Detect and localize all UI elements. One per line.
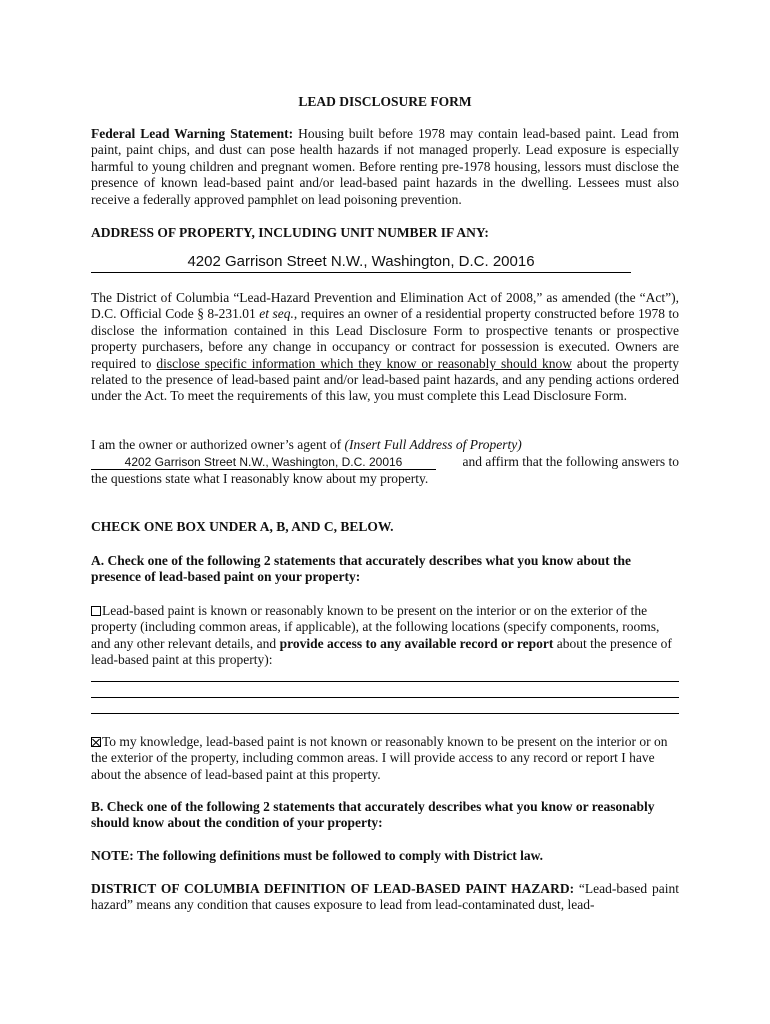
- location-line-2[interactable]: [91, 697, 679, 698]
- owner-prefix: I am the owner or authorized owner’s agent of: [91, 437, 345, 452]
- warning-label: Federal Lead Warning Statement:: [91, 126, 294, 141]
- address-heading: ADDRESS OF PROPERTY, INCLUDING UNIT NUMBER IF ANY:: [91, 225, 489, 240]
- warning-text: Housing built before 1978 may contain lead-based paint. Lead from paint, paint chips, and dust can pose health hazards if not managed properly. Lead exposure is especially harmful to young children and pregnant women. Before renting pre-1978 housing, lessors must disclose the presence of known lead-based paint and/or lead-based paint hazards in the dwelling. Lessees must also receive a federally approved pamphlet on lead poisoning prevention.: [91, 126, 679, 207]
- option-1-bold: provide access to any available record or report: [279, 635, 554, 651]
- warning-statement: [91, 126, 679, 208]
- location-line-1[interactable]: [91, 681, 679, 682]
- act-text-1: The District of Columbia “Lead-Hazard Prevention and Elimination Act of 2008,” as amended (the “Act”), D.C. Official Code § 8-231.01: [91, 290, 679, 322]
- et-seq: et seq.: [259, 306, 294, 322]
- definition-paragraph: [91, 881, 679, 914]
- act-paragraph: [91, 290, 679, 405]
- page-title: LEAD DISCLOSURE FORM: [298, 94, 472, 109]
- owner-suffix-b: the questions state what I reasonably know about my property.: [91, 471, 429, 486]
- act-text-3: about the property related to the presence of lead-based paint and/or lead-based paint hazards, and any pending actions ordered under the Act. To meet the requirements of this law, you must complete this Lead Disclosure Form.: [91, 355, 679, 404]
- check-heading: CHECK ONE BOX UNDER A, B, AND C, BELOW.: [91, 519, 394, 534]
- note-text: NOTE: The following definitions must be followed to comply with District law.: [91, 848, 544, 863]
- owner-suffix-a: and affirm that the following answers to: [462, 454, 679, 469]
- section-a-option-1: [91, 603, 679, 669]
- section-b-letter: B: [91, 799, 101, 814]
- section-a-heading: A. Check one of the following 2 statements that accurately describes what you know about the presence of lead-based paint on your property:: [91, 553, 631, 585]
- owner-address-field[interactable]: 4202 Garrison Street N.W., Washington, D.C. 20016: [91, 456, 436, 470]
- owner-statement: [91, 437, 679, 453]
- section-a-option-2: [91, 734, 679, 783]
- address-field[interactable]: 4202 Garrison Street N.W., Washington, D.C. 20016: [91, 252, 631, 273]
- definition-label: DISTRICT OF COLUMBIA DEFINITION OF LEAD-BASED PAINT HAZARD:: [91, 881, 575, 896]
- option-1-text-2: about the presence of lead-based paint at this property):: [91, 635, 672, 668]
- section-b-heading: [91, 799, 679, 832]
- definition-text: “Lead-based paint hazard” means any condition that causes exposure to lead from lead-contaminated dust, lead-: [91, 881, 679, 913]
- section-b-text: . Check one of the following 2 statements that accurately describes what you know or reasonably should know about the condition of your property:: [91, 799, 655, 831]
- option-2-checkbox[interactable]: [91, 737, 101, 747]
- act-text-2: , requires an owner of a residential property constructed before 1978 to disclose the information contained in this Lead Disclosure Form to prospective tenants or prospective property purchasers, before any change in occupancy or contract for possession is executed. Owners are required to: [91, 306, 679, 371]
- option-2-text: To my knowledge, lead-based paint is not known or reasonably known to be present on the interior or on the exterior of the property, including common areas. I will provide access to any record or report I have about the absence of lead-based paint at this property.: [91, 734, 668, 782]
- act-underlined: disclose specific information which they know or reasonably should know: [156, 355, 572, 371]
- owner-insert-hint: (Insert Full Address of Property): [344, 437, 522, 452]
- option-1-text-1: Lead-based paint is known or reasonably known to be present on the interior or on the exterior of the property (including common areas, if applicable), at the following locations (specify components, rooms, and any other relevant details, and: [91, 603, 660, 651]
- option-1-checkbox[interactable]: [91, 606, 101, 616]
- location-line-3[interactable]: [91, 713, 679, 714]
